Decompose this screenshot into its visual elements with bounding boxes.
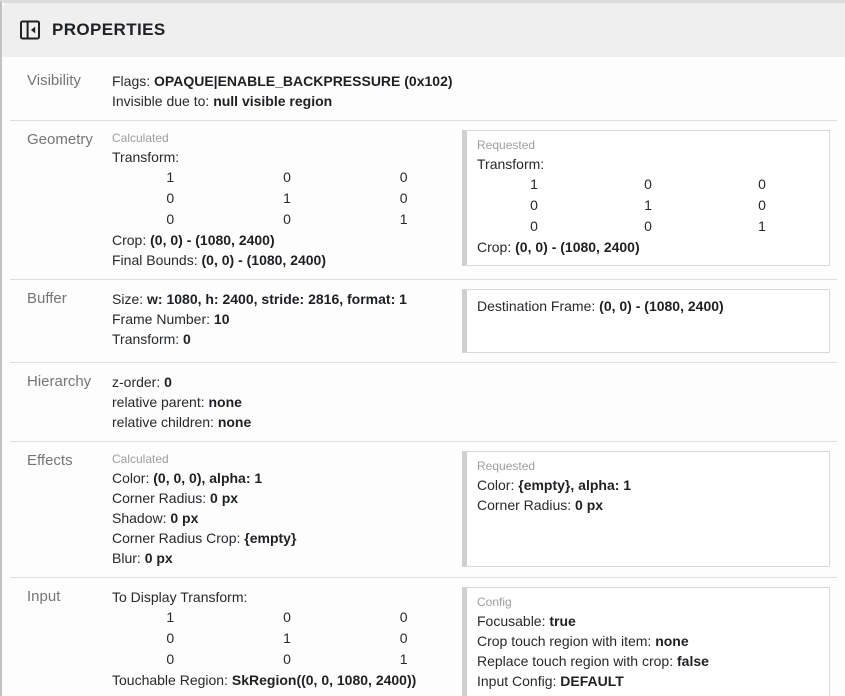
destination-frame-box [462,289,830,353]
property-value: null visible region [213,93,333,109]
property-row [112,548,462,568]
section-input [2,578,845,696]
matrix-cell: 1 [166,609,175,625]
property-row [477,475,819,495]
matrix-cell: 1 [283,190,291,206]
property-value: {empty}, alpha: 1 [518,477,632,493]
property-value: none [208,394,242,410]
matrix-cell: 0 [399,190,408,206]
matrix-cell: 1 [399,651,408,667]
property-label: Crop: [477,239,512,255]
property-label: Input Config: [477,673,557,689]
panel-title: PROPERTIES [52,20,166,39]
matrix-cell: 0 [283,609,291,625]
requested-box [462,451,830,567]
property-label: Invisible due to: [112,93,210,109]
property-label: relative parent: [112,394,205,410]
property-value: (0, 0) - (1080, 2400) [201,252,327,268]
property-label: Replace touch region with crop: [477,653,674,669]
property-row [477,154,819,174]
property-value: none [655,633,689,649]
matrix-cell: 0 [166,651,175,667]
property-value: 0 px [210,490,239,506]
section-effects [2,442,845,577]
property-row [112,147,462,167]
panel-header [2,3,845,57]
property-label: Size: [112,291,144,307]
property-row [477,631,819,651]
property-label: Transform: [112,149,180,165]
matrix-cell: 0 [283,211,291,227]
collapse-panel-icon[interactable] [19,19,41,41]
property-value: (0, 0, 0), alpha: 1 [153,470,263,486]
property-value: (0, 0) - (1080, 2400) [150,232,275,248]
matrix-cell: 0 [399,630,408,646]
property-value: 10 [213,311,230,327]
section-label-buffer: Buffer [27,290,67,307]
property-label: Touchable Region: [112,672,228,688]
property-value: none [217,414,252,430]
property-label: Final Bounds: [112,252,198,268]
section-label-input: Input [27,588,61,605]
matrix-cell: 0 [399,609,408,625]
property-value: 0 px [170,510,199,526]
property-row [112,670,462,690]
group-label-requested: Requested [477,459,536,473]
matrix-cell: 1 [283,630,291,646]
section-label-effects: Effects [27,452,73,469]
matrix-cell: 0 [166,190,175,206]
property-row [112,250,462,270]
transform-matrix [112,167,462,230]
property-value: DEFAULT [560,673,624,689]
group-label-calculated: Calculated [112,452,169,466]
property-label: Color: [112,470,150,486]
property-label: Crop: [112,232,147,248]
property-row [112,91,462,111]
matrix-cell: 0 [530,197,538,213]
property-row [112,392,462,412]
requested-box [462,130,830,266]
property-row [477,296,819,316]
panel-body [2,57,845,696]
transform-matrix [477,174,819,237]
property-row [112,309,462,329]
property-label: To Display Transform: [112,589,248,605]
matrix-cell: 0 [283,169,291,185]
property-value: w: 1080, h: 2400, stride: 2816, format: 1 [147,291,407,307]
property-value: (0, 0) - (1080, 2400) [599,298,724,314]
property-row [477,495,819,515]
property-label: Frame Number: [112,311,211,327]
section-label-hierarchy: Hierarchy [27,373,92,390]
section-label-geometry: Geometry [27,131,93,148]
matrix-cell: 1 [399,211,408,227]
property-label: z-order: [112,374,161,390]
property-value: 0 px [575,497,604,513]
property-label: Corner Radius: [477,497,572,513]
group-label-requested: Requested [477,138,536,152]
section-buffer [2,280,845,362]
property-row [477,237,819,257]
section-label-visibility: Visibility [27,72,81,89]
property-value: SkRegion((0, 0, 1080, 2400)) [231,672,417,688]
property-row [112,508,462,528]
property-value: false [677,653,709,669]
property-label: Transform: [477,156,545,172]
property-row [112,71,462,91]
matrix-cell: 0 [758,176,766,192]
matrix-cell: 0 [399,169,408,185]
property-row [112,528,462,548]
matrix-cell: 1 [166,169,175,185]
property-label: relative children: [112,414,214,430]
property-row [112,289,462,309]
section-geometry [2,121,845,279]
property-value: OPAQUE|ENABLE_BACKPRESSURE (0x102) [154,73,453,89]
section-hierarchy [2,363,845,441]
section-visibility [2,62,845,120]
matrix-cell: 1 [758,218,766,234]
property-row [477,651,819,671]
transform-matrix [112,607,462,670]
property-value: 0 px [144,550,173,566]
property-label: Destination Frame: [477,298,596,314]
matrix-cell: 0 [644,176,652,192]
group-label-config: Config [477,595,512,609]
property-value: true [549,613,576,629]
property-value: (0, 0) - (1080, 2400) [515,239,640,255]
group-label-calculated: Calculated [112,131,169,145]
matrix-cell: 0 [644,218,652,234]
property-label: Corner Radius: [112,490,207,506]
property-label: Flags: [112,73,151,89]
property-row [112,412,462,432]
matrix-cell: 0 [166,630,175,646]
matrix-cell: 0 [530,218,538,234]
property-label: Color: [477,477,515,493]
property-label: Focusable: [477,613,546,629]
matrix-cell: 0 [283,651,291,667]
property-row [112,329,462,349]
property-label: Blur: [112,550,141,566]
property-row [112,587,462,607]
config-box [462,587,830,696]
property-row [112,488,462,508]
matrix-cell: 0 [166,211,175,227]
property-row [112,230,462,250]
property-label: Corner Radius Crop: [112,530,241,546]
property-label: Shadow: [112,510,167,526]
property-row [112,372,462,392]
matrix-cell: 0 [758,197,766,213]
property-value: {empty} [244,530,297,546]
property-row [112,468,462,488]
property-value: 0 [183,331,191,347]
property-row [477,611,819,631]
property-label: Transform: [112,331,180,347]
matrix-cell: 1 [644,197,652,213]
property-row [477,671,819,691]
matrix-cell: 1 [530,176,538,192]
property-value: 0 [164,374,172,390]
property-label: Crop touch region with item: [477,633,652,649]
